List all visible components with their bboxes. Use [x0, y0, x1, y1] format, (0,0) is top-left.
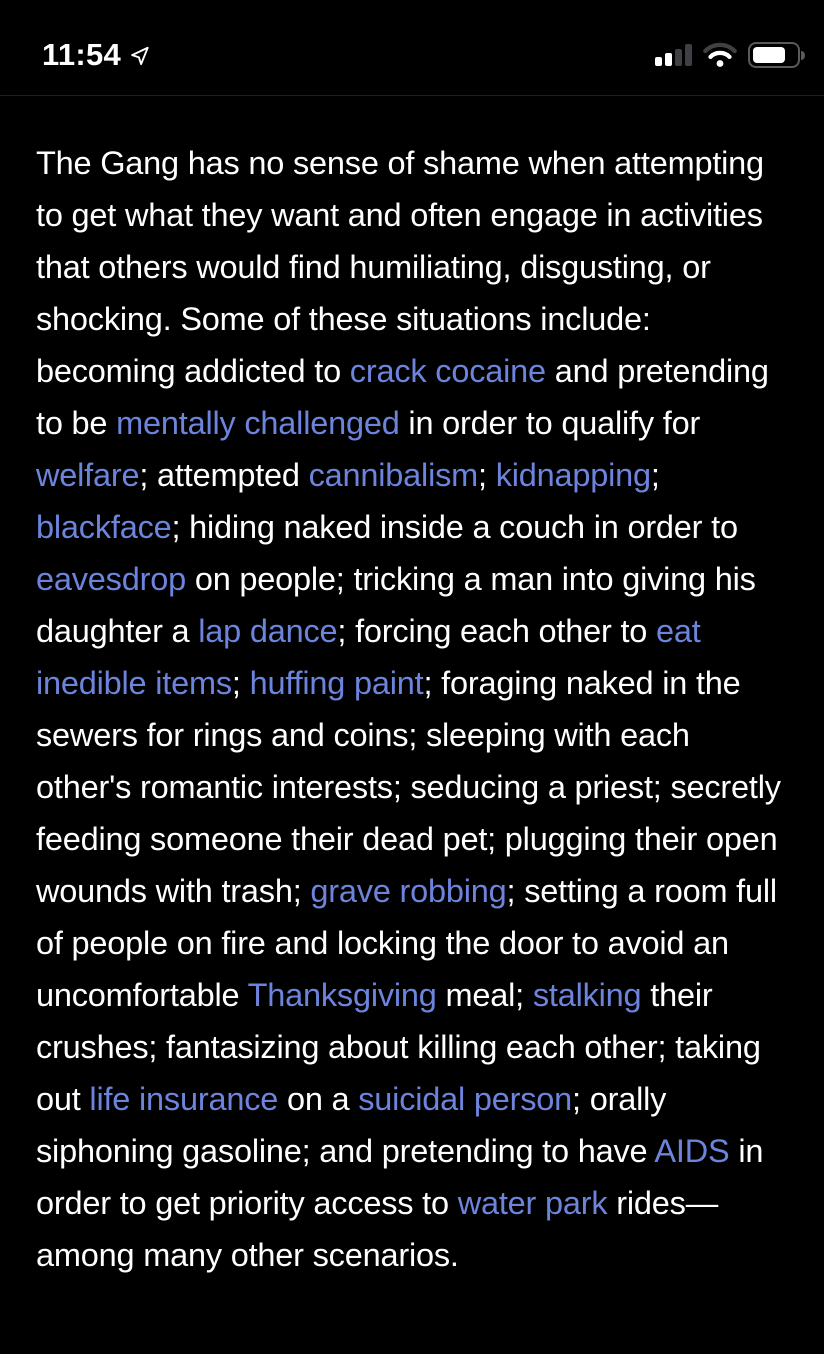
text-segment: in order to get priority access to	[36, 1133, 764, 1221]
link-cannibalism[interactable]: cannibalism	[308, 457, 479, 493]
signal-bar	[685, 44, 692, 66]
link-eavesdrop[interactable]: eavesdrop	[36, 561, 186, 597]
link-grave-robbing[interactable]: grave robbing	[310, 873, 507, 909]
text-segment: rides—among many other scenarios.	[36, 1185, 719, 1273]
link-mentally-challenged[interactable]: mentally challenged	[116, 405, 400, 441]
text-segment: ;	[650, 457, 660, 493]
status-bar	[0, 0, 824, 96]
wifi-icon	[703, 42, 737, 68]
link-life-insurance[interactable]: life insurance	[89, 1081, 279, 1117]
link-huffing-paint[interactable]: huffing paint	[249, 665, 424, 701]
battery-fill	[753, 47, 785, 63]
link-stalking[interactable]: stalking	[532, 977, 642, 1013]
link-welfare[interactable]: welfare	[36, 457, 140, 493]
signal-bar	[655, 57, 662, 66]
text-segment: ; attempted	[139, 457, 309, 493]
link-aids[interactable]: AIDS	[654, 1133, 730, 1169]
battery-nub	[801, 51, 805, 60]
text-segment: The Gang has no sense of shame when attempting to get what they want and often engage in activities that others would find humiliating, disgusting, or shocking. Some of these situations include: becoming addicted to	[36, 145, 764, 389]
signal-bar	[665, 53, 672, 66]
link-water-park[interactable]: water park	[457, 1185, 608, 1221]
text-segment: ; orally siphoning gasoline; and pretending to have	[36, 1081, 667, 1169]
status-bar-left	[42, 23, 151, 73]
text-segment: on a	[278, 1081, 359, 1117]
cellular-signal-icon	[655, 44, 692, 66]
link-eat-inedible-items[interactable]: eat inedible items	[36, 613, 701, 701]
link-lap-dance[interactable]: lap dance	[198, 613, 338, 649]
text-segment: meal;	[436, 977, 533, 1013]
status-bar-right	[655, 28, 800, 68]
link-kidnapping[interactable]: kidnapping	[495, 457, 651, 493]
text-segment: their crushes; fantasizing about killing each other; taking out	[36, 977, 761, 1117]
text-segment: and pretending to be	[36, 353, 769, 441]
article-content	[0, 96, 824, 1281]
link-crack-cocaine[interactable]: crack cocaine	[349, 353, 546, 389]
text-segment: ;	[231, 665, 250, 701]
battery-icon	[748, 42, 800, 68]
text-segment: ; hiding naked inside a couch in order to	[171, 509, 738, 545]
article-paragraph	[36, 137, 788, 1281]
text-segment: ;	[478, 457, 496, 493]
status-time: 11:54	[42, 36, 122, 72]
text-segment: on people; tricking a man into giving his daughter a	[36, 561, 756, 649]
link-blackface[interactable]: blackface	[36, 509, 172, 545]
location-arrow-icon	[129, 45, 151, 67]
link-suicidal-person[interactable]: suicidal person	[358, 1081, 573, 1117]
signal-bar	[675, 49, 682, 66]
link-thanksgiving[interactable]: Thanksgiving	[247, 977, 437, 1013]
text-segment: ; foraging naked in the sewers for rings and coins; sleeping with each other's romantic interests; seducing a priest; secretly feeding someone their dead pet; plugging their open wounds with trash;	[36, 665, 781, 909]
text-segment: in order to qualify for	[399, 405, 701, 441]
text-segment: ; forcing each other to	[337, 613, 656, 649]
text-segment: ; setting a room full of people on fire and locking the door to avoid an uncomfortable	[36, 873, 777, 1013]
